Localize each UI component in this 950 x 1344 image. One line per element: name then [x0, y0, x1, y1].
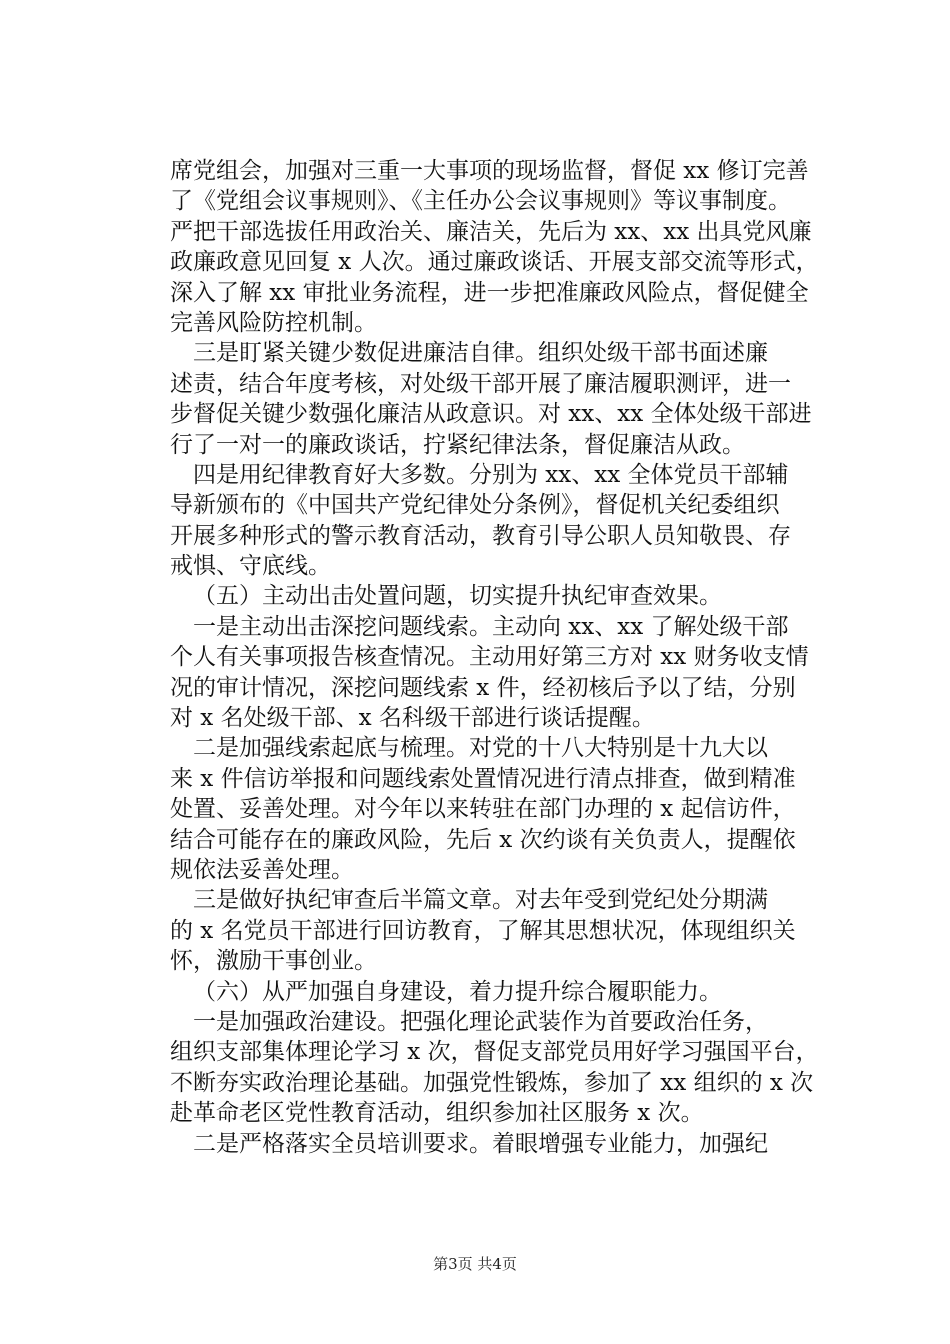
- text-line: 一是主动出击深挖问题线索。主动向 xx、xx 了解处级干部: [193, 613, 789, 640]
- text-line: 三是盯紧关键少数促进廉洁自律。组织处级干部书面述廉: [193, 340, 768, 367]
- text-line: 不断夯实政治理论基础。加强党性锻炼，参加了 xx 组织的 x 次: [170, 1069, 814, 1096]
- text-line: 一是加强政治建设。把强化理论武装作为首要政治任务，: [193, 1008, 768, 1035]
- page-footer: 第3页 共4页: [433, 1255, 517, 1273]
- text-line: 政廉政意见回复 x 人次。通过廉政谈话、开展支部交流等形式，: [170, 249, 819, 276]
- text-line: 完善风险防控机制。: [170, 309, 377, 336]
- text-line: 组织支部集体理论学习 x 次，督促支部党员用好学习强国平台，: [170, 1039, 819, 1066]
- text-line: 个人有关事项报告核查情况。主动用好第三方对 xx 财务收支情: [170, 644, 809, 671]
- text-line: 怀，激励干事创业。: [170, 948, 377, 975]
- text-line: 席党组会，加强对三重一大事项的现场监督，督促 xx 修订完善: [170, 158, 809, 184]
- text-line: 二是严格落实全员培训要求。着眼增强专业能力，加强纪: [193, 1130, 768, 1157]
- text-line: 步督促关键少数强化廉洁从政意识。对 xx、xx 全体处级干部进: [170, 401, 812, 428]
- document-body: [170, 156, 819, 1159]
- text-line: 导新颁布的《中国共产党纪律处分条例》，督促机关纪委组织: [170, 492, 780, 519]
- text-line: 行了一对一的廉政谈话，拧紧纪律法条，督促廉洁从政。: [170, 431, 745, 458]
- text-line: 二是加强线索起底与梳理。对党的十八大特别是十九大以: [193, 735, 768, 762]
- text-line: 四是用纪律教育好大多数。分别为 xx、xx 全体党员干部辅: [193, 461, 789, 488]
- text-line: 述责，结合年度考核，对处级干部开展了廉洁履职测评，进一: [170, 370, 791, 397]
- text-line: 来 x 件信访举报和问题线索处置情况进行清点排查，做到精准: [170, 765, 796, 792]
- text-line: 了《党组会议事规则》、《主任办公会议事规则》等议事制度。: [170, 188, 791, 215]
- text-line: 赴革命老区党性教育活动，组织参加社区服务 x 次。: [170, 1100, 704, 1127]
- text-line: （六）从严加强自身建设，着力提升综合履职能力。: [193, 978, 722, 1005]
- text-line: 的 x 名党员干部进行回访教育，了解其思想状况，体现组织关: [170, 917, 796, 944]
- text-line: 况的审计情况，深挖问题线索 x 件，经初核后予以了结，分别: [170, 674, 796, 701]
- text-line: 严把干部选拔任用政治关、廉洁关，先后为 xx、xx 出具党风廉: [170, 218, 812, 245]
- text-line: 开展多种形式的警示教育活动，教育引导公职人员知敬畏、存: [170, 522, 791, 549]
- text-line: 结合可能存在的廉政风险，先后 x 次约谈有关负责人，提醒依: [170, 826, 796, 853]
- text-line: 处置、妥善处理。对今年以来转驻在部门办理的 x 起信访件，: [170, 796, 796, 823]
- text-line: 戒惧、守底线。: [170, 553, 331, 580]
- text-line: （五）主动出击处置问题，切实提升执纪审查效果。: [193, 583, 722, 610]
- text-line: 对 x 名处级干部、x 名科级干部进行谈话提醒。: [170, 705, 655, 732]
- text-line: 三是做好执纪审查后半篇文章。对去年受到党纪处分期满: [193, 887, 768, 914]
- text-line: 规依法妥善处理。: [170, 856, 354, 883]
- text-line: 深入了解 xx 审批业务流程，进一步把准廉政风险点，督促健全: [170, 279, 809, 306]
